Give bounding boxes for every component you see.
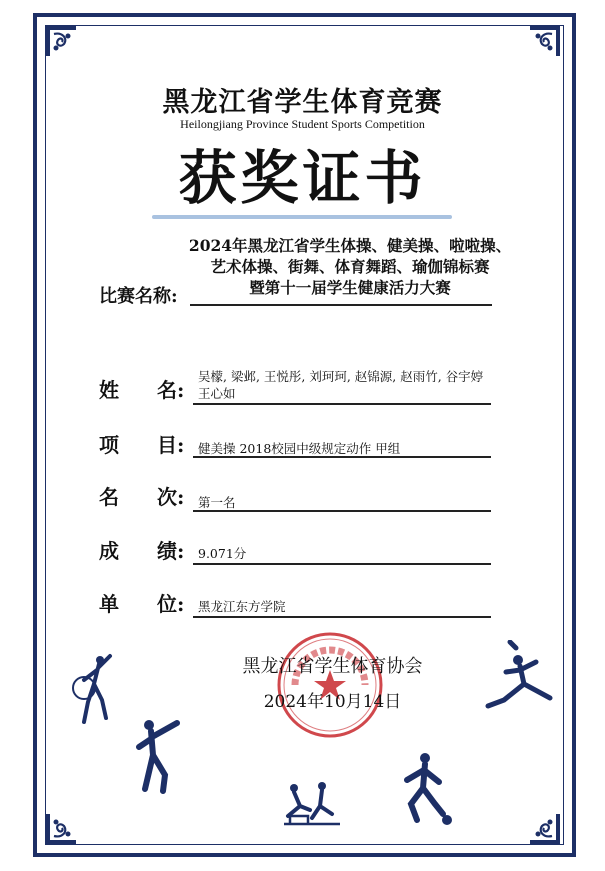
- soccer-player-silhouette-icon: [395, 748, 455, 828]
- official-seal-icon: [275, 630, 385, 740]
- unit-underline: [193, 616, 491, 618]
- rank-label: 名 次:: [99, 485, 185, 509]
- event-value: 健美操 2018校园中级规定动作 甲组: [198, 441, 401, 456]
- martial-arts-silhouette-icon: [135, 715, 185, 795]
- dancer-silhouette-icon: [480, 640, 560, 720]
- corner-ornament-icon: [44, 812, 78, 846]
- organization-title-english: Heilongjiang Province Student Sports Competition: [180, 117, 425, 131]
- corner-ornament-icon: [528, 812, 562, 846]
- competition-name-line: 2024年黑龙江省学生体操、健美操、啦啦操、: [188, 236, 512, 255]
- competition-label: 比赛名称:: [99, 286, 178, 307]
- competition-underline: [190, 304, 492, 306]
- unit-label: 单 位:: [99, 592, 185, 616]
- hurdler-silhouette-icon: [282, 780, 342, 830]
- name-value: 吴檬, 梁邺, 王悦彤, 刘珂珂, 赵锦源, 赵雨竹, 谷宇婷 王心如: [198, 369, 484, 401]
- unit-value: 黑龙江东方学院: [198, 599, 286, 614]
- score-label: 成 绩:: [99, 539, 185, 563]
- rank-underline: [193, 510, 491, 512]
- score-value: 9.071分: [198, 546, 247, 561]
- competition-name: [175, 235, 525, 298]
- rank-value: 第一名: [198, 495, 236, 510]
- event-underline: [193, 456, 491, 458]
- rhythmic-gymnast-silhouette-icon: [70, 650, 120, 730]
- certificate-title: 获奖证书: [178, 144, 427, 212]
- event-label: 项 目:: [99, 433, 185, 457]
- corner-ornament-icon: [528, 24, 562, 58]
- corner-ornament-icon: [44, 24, 78, 58]
- name-label: 姓 名:: [99, 378, 185, 402]
- competition-name-line: 暨第十一届学生健康活力大赛: [249, 278, 451, 297]
- title-underline: [152, 215, 452, 219]
- issue-date: 2024年10月14日: [263, 692, 402, 712]
- score-underline: [193, 563, 491, 565]
- issuer-name: 黑龙江省学生体育协会: [242, 656, 423, 677]
- competition-name-line: 艺术体操、街舞、体育舞蹈、瑜伽锦标赛: [210, 257, 490, 276]
- name-underline: [193, 403, 491, 405]
- organization-title: 黑龙江省学生体育竞赛: [162, 87, 443, 118]
